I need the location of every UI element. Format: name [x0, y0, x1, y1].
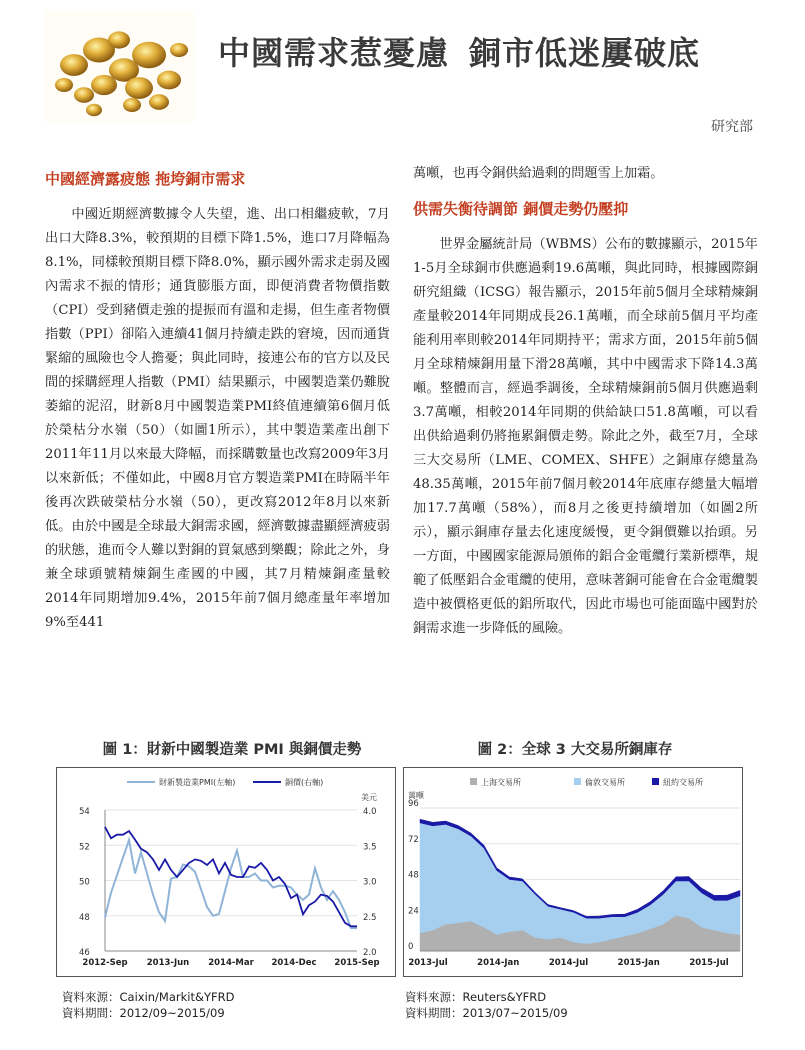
gold-nugget: [157, 71, 181, 90]
y-right-tick-label: 2.0: [363, 948, 377, 958]
source-text: 資料來源：Reuters&YFRD: [405, 990, 547, 1004]
figure-1: [62, 738, 402, 1021]
right-column: [413, 162, 758, 641]
series-line: [105, 827, 357, 926]
page-title: 中國需求惹憂慮 銅市低迷屢破底: [218, 34, 701, 72]
y-tick-label: 24: [408, 906, 419, 917]
x-tick-label: 2012-Sep: [82, 958, 128, 968]
gold-nugget: [170, 43, 188, 57]
right-axis-unit: 美元: [361, 793, 377, 802]
continuation-paragraph: 萬噸，也再令銅供給過剩的問題雪上加霜。: [413, 166, 664, 181]
x-tick-label: 2013-Jul: [408, 958, 448, 968]
legend-label: 上海交易所: [481, 778, 521, 787]
y-left-tick-label: 48: [79, 912, 90, 923]
period-text: 資料期間：2012/09~2015/09: [62, 1006, 225, 1020]
y-unit-label: 萬噸: [408, 791, 424, 800]
gold-nugget: [123, 98, 141, 112]
gold-nugget: [55, 78, 73, 92]
y-tick-label: 96: [408, 799, 419, 809]
chart-box: [56, 767, 396, 977]
body-paragraph: 中國近期經濟數據令人失望，進、出口相繼疲軟，7月出口大降8.3%，較預期的目標下降1.5%，進口7月降幅為8.1%，同樣較預期目標下降8.0%，顯示國外需求走弱及國內需求不振的情形；通貨膨脹方面，即便消費者物價指數（CPI）受到豬價走強的提振而有溫和走揚，但生產者物價指數（PPI）卻陷入連續41個月持續走跌的窘境，因而通貨緊縮的風險也令人擔憂；與此同時，接連公布的官方以及民間的採購經理人指數（PMI）結果顯示，中國製造業仍難脫萎縮的泥沼，財新8月中國製造業PMI終值連續第6個月低於榮枯分水嶺（50）（如圖1所示），其中製造業產出創下2011年11月以來最大降幅，而採購數量也改寫2009年3月以來新低；不僅如此，中國8月官方製造業PMI在時隔半年後再次跌破榮枯分水嶺（50），更改寫2012年8月以來新低。由於中國是全球最大銅需求國，經濟數據盡顯經濟疲弱的狀態，進而令人難以對銅的買氣感到樂觀；除此之外，身兼全球頭號精煉銅生產國的中國，其7月精煉銅產量較2014年同期增加9.4%，2015年前7個月總產量年率增加9%至441: [45, 207, 390, 630]
figure-2: [405, 738, 745, 1021]
x-tick-label: 2014-Mar: [208, 958, 254, 968]
source-text: 資料來源：Caixin/Markit&YFRD: [62, 990, 235, 1004]
gold-nugget: [125, 77, 153, 99]
figure-source: [405, 989, 745, 1021]
section-heading: 中國經濟露疲態 拖垮銅市需求: [45, 170, 246, 188]
x-tick-label: 2015-Jul: [689, 958, 729, 968]
department-label: 研究部: [711, 119, 753, 135]
chart-box: [403, 767, 743, 977]
gold-nugget: [74, 87, 94, 103]
gold-nugget: [86, 104, 102, 116]
section-heading: 供需失衡待調節 銅價走勢仍壓抑: [413, 200, 629, 218]
x-tick-label: 2014-Jul: [548, 958, 589, 968]
y-tick-label: 72: [408, 834, 419, 845]
x-tick-label: 2014-Jan: [477, 958, 520, 968]
x-tick-label: 2013-Jun: [146, 958, 190, 968]
legend-swatch: [574, 778, 581, 785]
pmi-copper-line-chart: [57, 768, 395, 976]
y-right-tick-label: 2.5: [363, 912, 377, 923]
gold-nugget: [108, 31, 130, 48]
body-paragraph: 世界金屬統計局（WBMS）公布的數據顯示，2015年1-5月全球銅市供應過剩19.6萬噸，與此同時，根據國際銅研究組織（ICSG）報告顯示，2015年前5個月全球精煉銅產量較2014年同期成長26.1萬噸，而全球前5個月平均產能利用率則較2014年同期持平；需求方面，2015年前5個月全球精煉銅用量下滑28萬噸，其中中國需求下降14.3萬噸。整體而言，經過季調後，全球精煉銅前5個月供應過剩3.7萬噸，相較2014年同期的供給缺口51.8萬噸，可以看出供給過剩仍將拖累銅價走勢。除此之外，截至7月，全球三大交易所（LME、COMEX、SHFE）之銅庫存總量為48.35萬噸，2015年前7個月較2014年底庫存總量大幅增加17.7萬噸（58%），而8月之後更持續增加（如圖2所示），顯示銅庫存量去化速度緩慢，更令銅價難以抬頭。另一方面，中國國家能源局頒佈的鋁合金電纜行業新標準，規範了低壓鋁合金電纜的使用，意味著銅可能會在合金電纜製造中被價格更低的鋁所取代，因此市場也可能面臨中國對於銅需求進一步降低的風險。: [413, 237, 758, 636]
left-column: [45, 160, 390, 635]
y-right-tick-label: 3.5: [363, 842, 377, 853]
legend-swatch: [470, 778, 477, 785]
y-right-tick-label: 3.0: [363, 877, 377, 888]
y-left-tick-label: 46: [79, 948, 90, 958]
x-tick-label: 2014-Dec: [271, 958, 317, 968]
y-tick-label: 48: [408, 870, 419, 881]
legend-label: 紐約交易所: [663, 778, 703, 787]
figure-title: 圖 1：財新中國製造業 PMI 與銅價走勢: [102, 742, 362, 758]
figure-source: [62, 989, 402, 1021]
gold-nugget: [149, 94, 169, 110]
legend-swatch: [652, 778, 659, 785]
y-left-tick-label: 54: [79, 807, 90, 817]
legend-label: 財新製造業PMI(左軸): [159, 778, 236, 787]
y-tick-label: 0: [408, 942, 414, 952]
legend-label: 銅價(右軸): [285, 778, 324, 787]
copper-inventory-area-chart: [404, 768, 742, 976]
gold-nuggets-image: [44, 10, 194, 122]
y-left-tick-label: 50: [79, 877, 90, 888]
header-photo: [44, 10, 194, 122]
legend-label: 倫敦交易所: [585, 778, 625, 787]
gold-nugget: [132, 42, 166, 69]
gold-nugget: [91, 75, 117, 95]
gold-nugget: [60, 54, 88, 76]
period-text: 資料期間：2013/07~2015/09: [405, 1006, 568, 1020]
y-left-tick-label: 52: [79, 842, 90, 853]
x-tick-label: 2015-Sep: [334, 958, 380, 968]
y-right-tick-label: 4.0: [363, 807, 377, 817]
x-tick-label: 2015-Jan: [617, 958, 660, 968]
figure-title: 圖 2：全球 3 大交易所銅庫存: [477, 742, 673, 758]
series-line: [105, 840, 357, 928]
